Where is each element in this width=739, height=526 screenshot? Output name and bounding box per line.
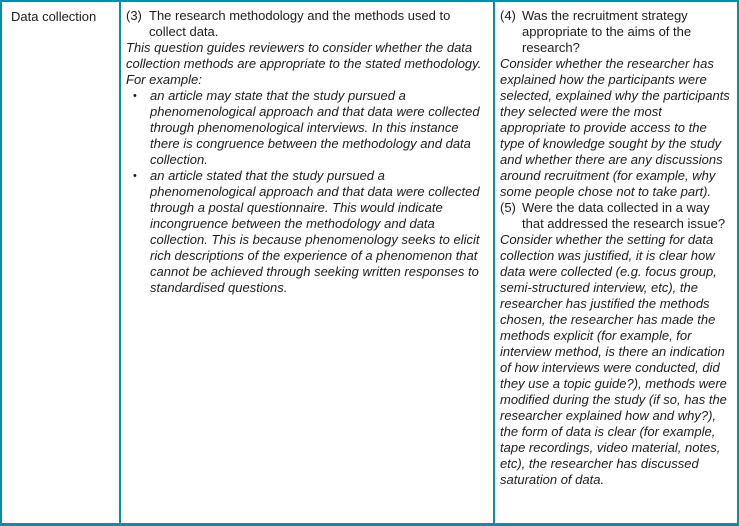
question-3-heading-text: The research methodology and the methods used to collect data. <box>149 8 451 39</box>
question-4-guidance: Consider whether the researcher has explained how the participants were selected, explained why the participants they selected were the most appropriate to provide access to the type of knowledge sought by the study and whether there are any discussions around recruitment (for example, why some people chose not to take part). <box>500 56 730 199</box>
bullet-text: an article stated that the study pursued a phenomenological approach and that data were collected through a postal questionnaire. This would indicate incongruence between the methodology and data collection. This is because phenomenology seeks to elicit rich descriptions of the experience of a phenomenon that cannot be achieved through seeking written responses to standardised questions. <box>150 168 480 295</box>
question-3-heading <box>126 8 484 40</box>
bullet-icon: • <box>133 90 137 102</box>
row-label: Data collection <box>11 9 97 24</box>
question-3-for-example: For example: <box>126 72 202 87</box>
bullet-item <box>126 88 484 168</box>
questions-4-5-cell <box>495 2 737 523</box>
question-5-heading <box>500 200 731 232</box>
question-4-number: (4) <box>500 8 516 23</box>
bullet-icon: • <box>133 170 137 182</box>
question-5-heading-text: Were the data collected in a way that addressed the research issue? <box>522 200 726 231</box>
question-4-heading <box>500 8 731 56</box>
row-label-cell <box>2 2 121 523</box>
question-3-guidance: This question guides reviewers to consider whether the data collection methods are appropriate to the stated methodology. <box>126 40 482 71</box>
question-5-guidance: Consider whether the setting for data collection was justified, it is clear how data were collected (e.g. focus group, semi-structured interview, etc), the researcher has justified the methods chosen, the researcher has made the methods explicit (for example, for interview method, is there an indication of how interviews were conducted, did they use a topic guide?), methods were modified during the study (if so, has the researcher explained how and why?), the form of data is clear (for example, tape recordings, video material, notes, etc), the researcher has discussed saturation of data. <box>500 232 727 487</box>
question-3-cell <box>121 2 495 523</box>
bullet-text: an article may state that the study pursued a phenomenological approach and that data were collected through phenomenological interviews. In this instance there is congruence between the methodology and data collection. <box>150 88 480 167</box>
question-3-bullet-list <box>126 88 484 296</box>
question-5-number: (5) <box>500 200 516 215</box>
bullet-item <box>126 168 484 296</box>
question-4-heading-text: Was the recruitment strategy appropriate to the aims of the research? <box>522 8 692 55</box>
question-3-number: (3) <box>126 8 142 23</box>
